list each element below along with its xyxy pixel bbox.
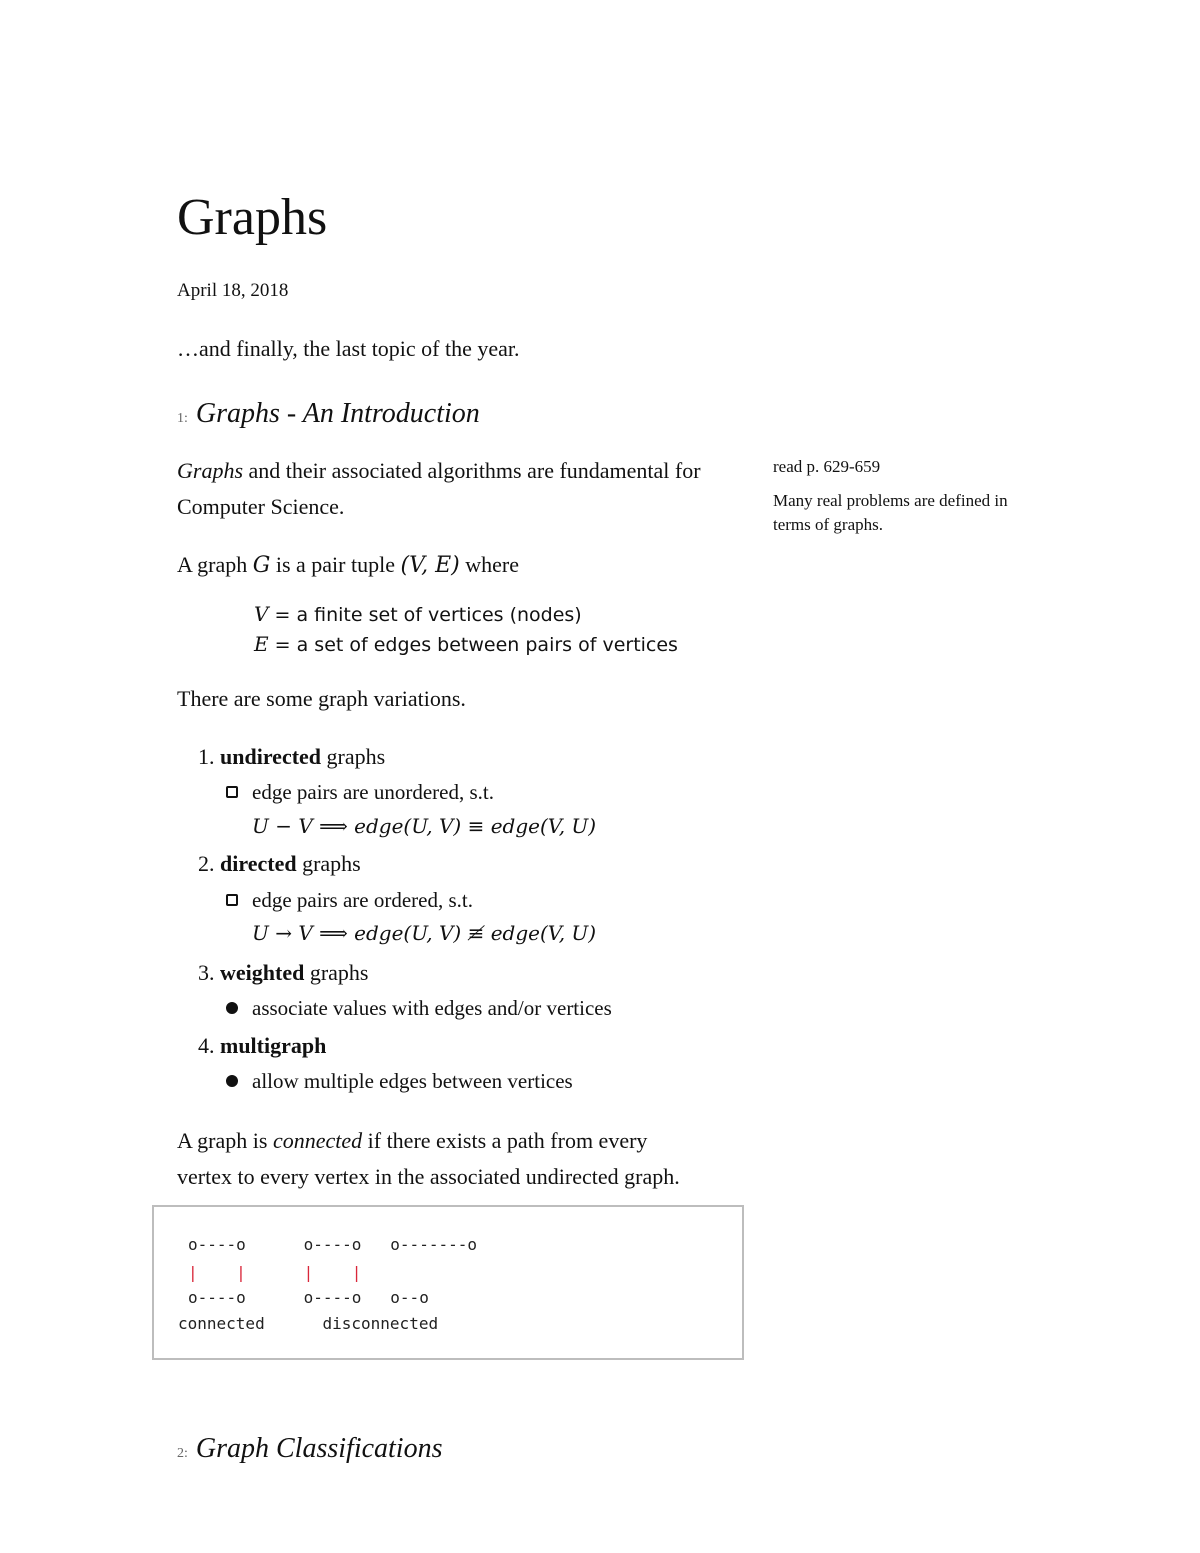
definition-text: = a set of edges between pairs of vertices bbox=[268, 634, 678, 656]
term-bold: directed bbox=[220, 851, 297, 876]
paragraph-connected bbox=[177, 1123, 707, 1195]
list-item-multigraph bbox=[198, 1033, 326, 1059]
section-2-heading bbox=[177, 1433, 442, 1465]
emphasis-graphs: Graphs bbox=[177, 458, 244, 483]
intro-text: …and finally, the last topic of the year. bbox=[177, 336, 520, 361]
term-bold: weighted bbox=[220, 960, 305, 985]
sub-item-text: edge pairs are unordered, s.t. bbox=[252, 780, 494, 804]
math-V: V bbox=[254, 602, 269, 626]
term-rest: graphs bbox=[321, 744, 386, 769]
term-bold: undirected bbox=[220, 744, 322, 769]
sidenote-reading: read p. 629-659 bbox=[773, 457, 881, 476]
bullet-icon bbox=[226, 786, 238, 798]
sub-item bbox=[226, 996, 612, 1021]
text-segment: A graph is bbox=[177, 1128, 273, 1153]
text-segment: if there exists a path from every vertex to every vertex in the associated undirected graph. bbox=[177, 1128, 680, 1189]
sidenote-real-problems: Many real problems are defined in terms of graphs. bbox=[773, 491, 1008, 534]
emphasis-connected: connected bbox=[272, 1128, 363, 1153]
paragraph-graphs-fundamental bbox=[177, 453, 707, 525]
formula-undirected: U − V ⟹ edge(U, V) ≡ edge(V, U) bbox=[252, 814, 597, 838]
paragraph-graph-definition bbox=[177, 547, 707, 584]
text-segment: where bbox=[459, 552, 519, 577]
code-line-labels: connected disconnected bbox=[178, 1314, 439, 1333]
code-example-box bbox=[152, 1205, 744, 1360]
sub-item bbox=[226, 1069, 573, 1094]
list-item-weighted bbox=[198, 960, 368, 986]
bullet-icon bbox=[226, 894, 238, 906]
sub-item bbox=[226, 888, 473, 913]
sub-item-text: allow multiple edges between vertices bbox=[252, 1069, 573, 1093]
paragraph-variations: There are some graph variations. bbox=[177, 686, 466, 711]
text-segment: is a pair tuple bbox=[270, 552, 401, 577]
bullet-icon bbox=[226, 1075, 238, 1087]
list-number: 1. bbox=[198, 744, 215, 769]
section-title: Graphs - An Introduction bbox=[195, 398, 480, 429]
formula-directed: U → V ⟹ edge(U, V) ≢ edge(V, U) bbox=[252, 921, 597, 945]
term-rest: graphs bbox=[296, 851, 361, 876]
list-number: 3. bbox=[198, 960, 215, 985]
document-date: April 18, 2018 bbox=[177, 280, 289, 301]
section-number: 1: bbox=[177, 411, 188, 426]
term-rest: graphs bbox=[304, 960, 369, 985]
section-number: 2: bbox=[177, 1446, 188, 1461]
list-item-undirected bbox=[198, 744, 385, 770]
math-G: G bbox=[252, 553, 271, 578]
list-number: 4. bbox=[198, 1033, 215, 1058]
code-line: o----o o----o o--o bbox=[188, 1288, 429, 1307]
math-E: E bbox=[254, 632, 269, 656]
sub-item bbox=[226, 780, 494, 805]
definition-text: = a finite set of vertices (nodes) bbox=[268, 604, 582, 626]
math-tuple: (V, E) bbox=[400, 553, 460, 578]
definition-edges bbox=[254, 632, 678, 657]
sub-item-text: associate values with edges and/or vertices bbox=[252, 996, 612, 1020]
code-line: o----o o----o o-------o bbox=[188, 1235, 477, 1254]
term-bold: multigraph bbox=[220, 1033, 327, 1058]
text-segment: A graph bbox=[177, 552, 253, 577]
bullet-icon bbox=[226, 1002, 238, 1014]
list-number: 2. bbox=[198, 851, 215, 876]
section-1-heading bbox=[177, 398, 480, 430]
section-title: Graph Classifications bbox=[195, 1433, 443, 1464]
page-title: Graphs bbox=[177, 189, 328, 246]
paragraph-text: and their associated algorithms are fundamental for Computer Science. bbox=[177, 458, 701, 519]
sub-item-text: edge pairs are ordered, s.t. bbox=[252, 888, 473, 912]
code-line-edges: | | | | bbox=[188, 1263, 362, 1282]
list-item-directed bbox=[198, 851, 361, 877]
definition-vertices bbox=[254, 602, 582, 627]
